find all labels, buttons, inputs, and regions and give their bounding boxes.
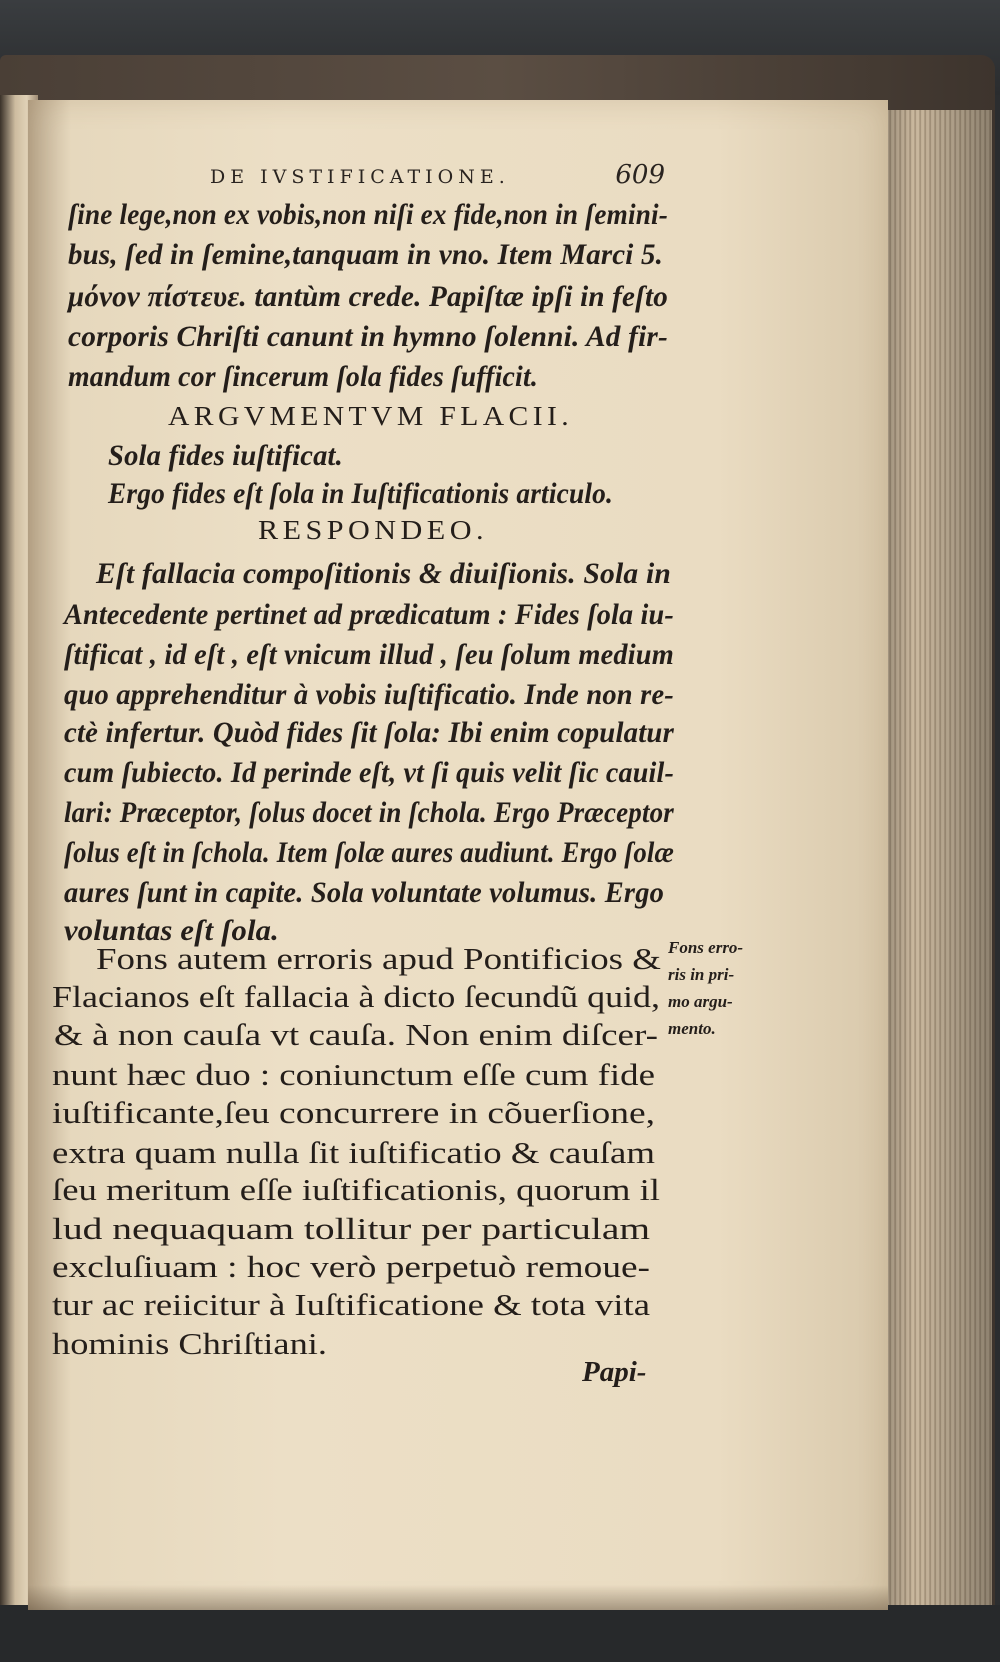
text-line: μόνον πίστευε. tantùm crede. Papiſtæ ipſi in feſto: [68, 280, 669, 313]
page-number: 609: [615, 160, 665, 190]
text-line: cum ſubiecto. Id perinde eſt, vt ſi quis velit ſic cauil-: [64, 756, 675, 789]
text-line: extra quam nulla ſit iuſtificatio & cauſam: [52, 1135, 655, 1170]
text-line: quo apprehenditur à vobis iuſtificatio. Inde non re-: [64, 678, 674, 711]
running-head: [210, 160, 665, 200]
marginal-note-line: ris in pri-: [668, 965, 735, 984]
text-line: nunt hæc duo : coniunctum eſſe cum fide: [52, 1057, 655, 1092]
text-line: aures ſunt in capite. Sola voluntate volumus. Ergo: [64, 876, 665, 909]
marginal-note-line: mo argu-: [668, 992, 733, 1011]
text-line: excluſiuam : hoc verò perpetuò remoue-: [52, 1249, 650, 1284]
text-line: tur ac reiicitur à Iuſtificatione & tota vita: [52, 1287, 650, 1322]
text-line: Ergo fides eſt ſola in Iuſtificationis articulo.: [108, 477, 614, 510]
text-line: Flacianos eſt fallacia à dicto ſecundũ quid,: [52, 979, 661, 1014]
text-line: hominis Chriſtiani.: [52, 1326, 327, 1361]
text-line: Antecedente pertinet ad prædicatum : Fides ſola iu-: [64, 598, 674, 631]
text-line: Sola fides iuſtificat.: [108, 439, 343, 472]
text-line: lud nequaquam tollitur per particulam: [52, 1211, 651, 1246]
catchword: Papi-: [582, 1356, 647, 1388]
text-line: ſtificat , id eſt , eſt vnicum illud , ſeu ſolum medium: [64, 638, 674, 671]
text-line: bus, ſed in ſemine,tanquam in vno. Item Marci 5.: [68, 238, 663, 271]
text-line: mandum cor ſincerum ſola fides ſufficit.: [68, 360, 539, 393]
text-line: ſolus eſt in ſchola. Item ſolæ aures audiunt. Ergo ſolæ: [64, 836, 675, 869]
text-line: Fons autem erroris apud Pontificios &: [96, 941, 661, 976]
text-line: lari: Præceptor, ſolus docet in ſchola. Ergo Præceptor: [64, 796, 674, 829]
text-line: Eſt fallacia compoſitionis & diuiſionis. Sola in: [96, 557, 672, 590]
text-line: ctè infertur. Quòd fides ſit ſola: Ibi enim copulatur: [64, 716, 674, 749]
marginal-note-line: Fons erro-: [668, 938, 744, 957]
text-line: voluntas eſt ſola.: [64, 914, 279, 947]
page-block-edges: [880, 110, 992, 1610]
page-shadow: [28, 1585, 888, 1610]
section-heading: ARGVMENTVM FLACII.: [168, 401, 574, 431]
text-line: corporis Chriſti canunt in hymno ſolenni. Ad fir-: [68, 320, 669, 353]
text-line: ſine lege,non ex vobis,non niſi ex fide,non in ſemini-: [68, 198, 668, 231]
text-line: & à non cauſa vt cauſa. Non enim diſcer-: [54, 1017, 658, 1052]
scan-background-bottom: [0, 1605, 1000, 1662]
running-head-title: DE IVSTIFICATIONE.: [210, 166, 510, 188]
section-heading: RESPONDEO.: [258, 515, 489, 545]
text-line: ſeu meritum eſſe iuſtificationis, quorum il: [52, 1172, 661, 1207]
marginal-note-line: mento.: [668, 1019, 716, 1038]
text-line: iuſtificante,ſeu concurrere in cõuerſione,: [52, 1095, 656, 1130]
